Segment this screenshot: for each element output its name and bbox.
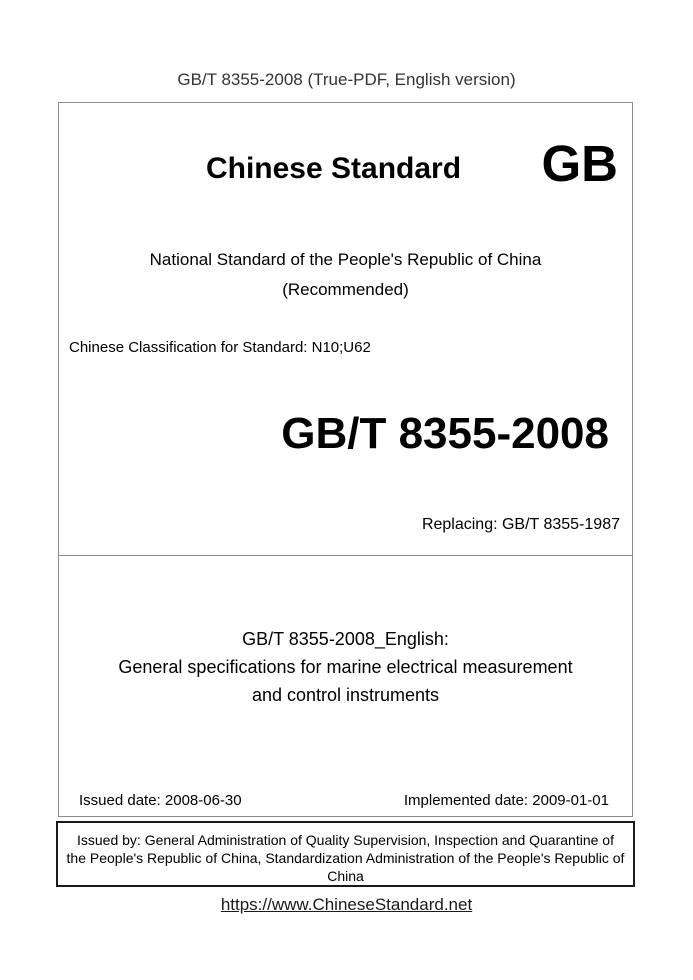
issuer-line1: Issued by: General Administration of Quality Supervision, Inspection and Quarantine of	[77, 832, 614, 848]
issuer-box	[56, 821, 635, 887]
issuer-line2: the People's Republic of China, Standardization Administration of the People's Republic of	[66, 850, 625, 866]
replacing-line: Replacing: GB/T 8355-1987	[421, 516, 620, 533]
english-title-line2: General specifications for marine electrical measurement	[118, 657, 573, 677]
website-link[interactable]: https://www.ChineseStandard.net	[220, 895, 473, 914]
section-divider	[59, 555, 632, 556]
standard-number: GB/T 8355-2008	[281, 409, 609, 458]
english-title-block	[59, 625, 632, 709]
footer	[0, 895, 693, 915]
recommended-line: (Recommended)	[282, 280, 409, 299]
national-standard-line: National Standard of the People's Republic of China	[149, 250, 542, 269]
issuer-line3: China	[327, 868, 364, 884]
dates-row	[59, 792, 632, 809]
classification-line: Chinese Classification for Standard: N10;U62	[69, 339, 371, 356]
page-header-title: GB/T 8355-2008 (True-PDF, English version)	[177, 70, 516, 89]
cover-box	[58, 102, 633, 817]
english-title-line1: GB/T 8355-2008_English:	[242, 629, 449, 649]
english-title-line3: and control instruments	[251, 685, 440, 705]
gb-logo: GB	[541, 135, 618, 192]
issued-date: Issued date: 2008-06-30	[79, 792, 242, 809]
implemented-date: Implemented date: 2009-01-01	[403, 792, 609, 809]
brand-title: Chinese Standard	[205, 152, 462, 185]
national-standard-block	[59, 245, 632, 305]
